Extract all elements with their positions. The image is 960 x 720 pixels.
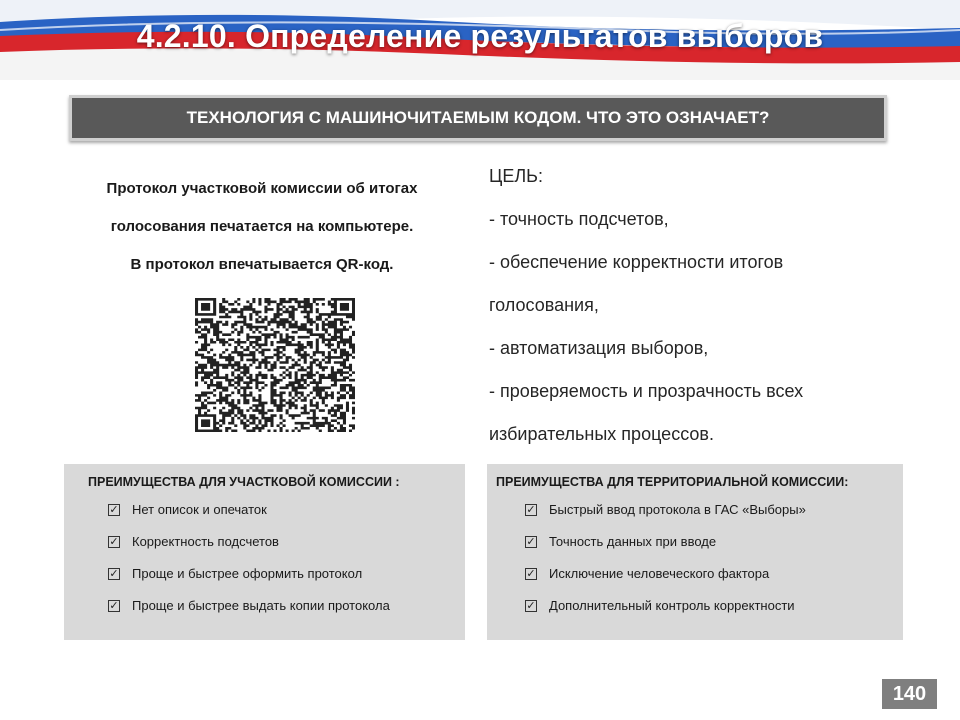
checked-box-icon: ✓ <box>526 536 536 548</box>
list-item <box>525 534 806 566</box>
goal-line: голосования, <box>489 295 599 315</box>
protocol-line: Протокол участковой комиссии об итогах <box>106 180 418 197</box>
list-item-label: Исключение человеческого фактора <box>549 566 770 581</box>
protocol-line: голосования печатается на компьютере. <box>110 218 414 235</box>
goal-line: - точность подсчетов, <box>489 209 669 229</box>
goal-line: - автоматизация выборов, <box>489 338 709 358</box>
list-item <box>525 502 806 534</box>
panel-title: ПРЕИМУЩЕСТВА ДЛЯ ТЕРРИТОРИАЛЬНОЙ КОМИССИИ: <box>496 475 849 489</box>
subtitle-text: ТЕХНОЛОГИЯ С МАШИНОЧИТАЕМЫМ КОДОМ. ЧТО ЭТО ОЗНАЧАЕТ? <box>186 108 770 127</box>
list-item <box>108 502 390 534</box>
list-item-label: Точность данных при вводе <box>549 534 717 549</box>
advantages-list <box>525 502 806 630</box>
advantages-list <box>108 502 390 630</box>
qr-code-image <box>195 298 355 432</box>
checked-box-icon: ✓ <box>526 568 536 580</box>
goal-line: - обеспечение корректности итогов <box>489 252 784 272</box>
checked-box-icon: ✓ <box>526 600 536 612</box>
page-number <box>882 679 937 709</box>
page-number-text: 140 <box>892 682 927 705</box>
list-item-label: Нет описок и опечаток <box>132 502 267 517</box>
list-item-label: Корректность подсчетов <box>132 534 279 549</box>
territorial-advantages-panel <box>487 464 903 640</box>
checked-box-icon: ✓ <box>109 504 119 516</box>
protocol-line: В протокол впечатывается QR-код. <box>130 256 394 273</box>
checked-box-icon: ✓ <box>109 568 119 580</box>
checked-box-icon: ✓ <box>109 600 119 612</box>
goals-list <box>489 160 909 461</box>
list-item <box>108 566 390 598</box>
precinct-advantages-panel <box>64 464 465 640</box>
subtitle-bar <box>69 95 887 141</box>
goal-line: - проверяемость и прозрачность всех <box>489 381 804 401</box>
list-item <box>108 598 390 630</box>
list-item <box>525 566 806 598</box>
list-item-label: Проще и быстрее оформить протокол <box>132 566 363 581</box>
list-item-label: Проще и быстрее выдать копии протокола <box>132 598 390 613</box>
protocol-description <box>62 176 462 290</box>
goals-heading: ЦЕЛЬ: <box>489 166 543 186</box>
panel-title: ПРЕИМУЩЕСТВА ДЛЯ УЧАСТКОВОЙ КОМИССИИ : <box>88 475 400 489</box>
slide-title: 4.2.10. Определение результатов выборов <box>136 18 824 54</box>
list-item-label: Дополнительный контроль корректности <box>549 598 795 613</box>
checked-box-icon: ✓ <box>109 536 119 548</box>
goal-line: избирательных процессов. <box>489 424 714 444</box>
list-item <box>108 534 390 566</box>
checked-box-icon: ✓ <box>526 504 536 516</box>
list-item <box>525 598 806 630</box>
list-item-label: Быстрый ввод протокола в ГАС «Выборы» <box>549 502 806 517</box>
